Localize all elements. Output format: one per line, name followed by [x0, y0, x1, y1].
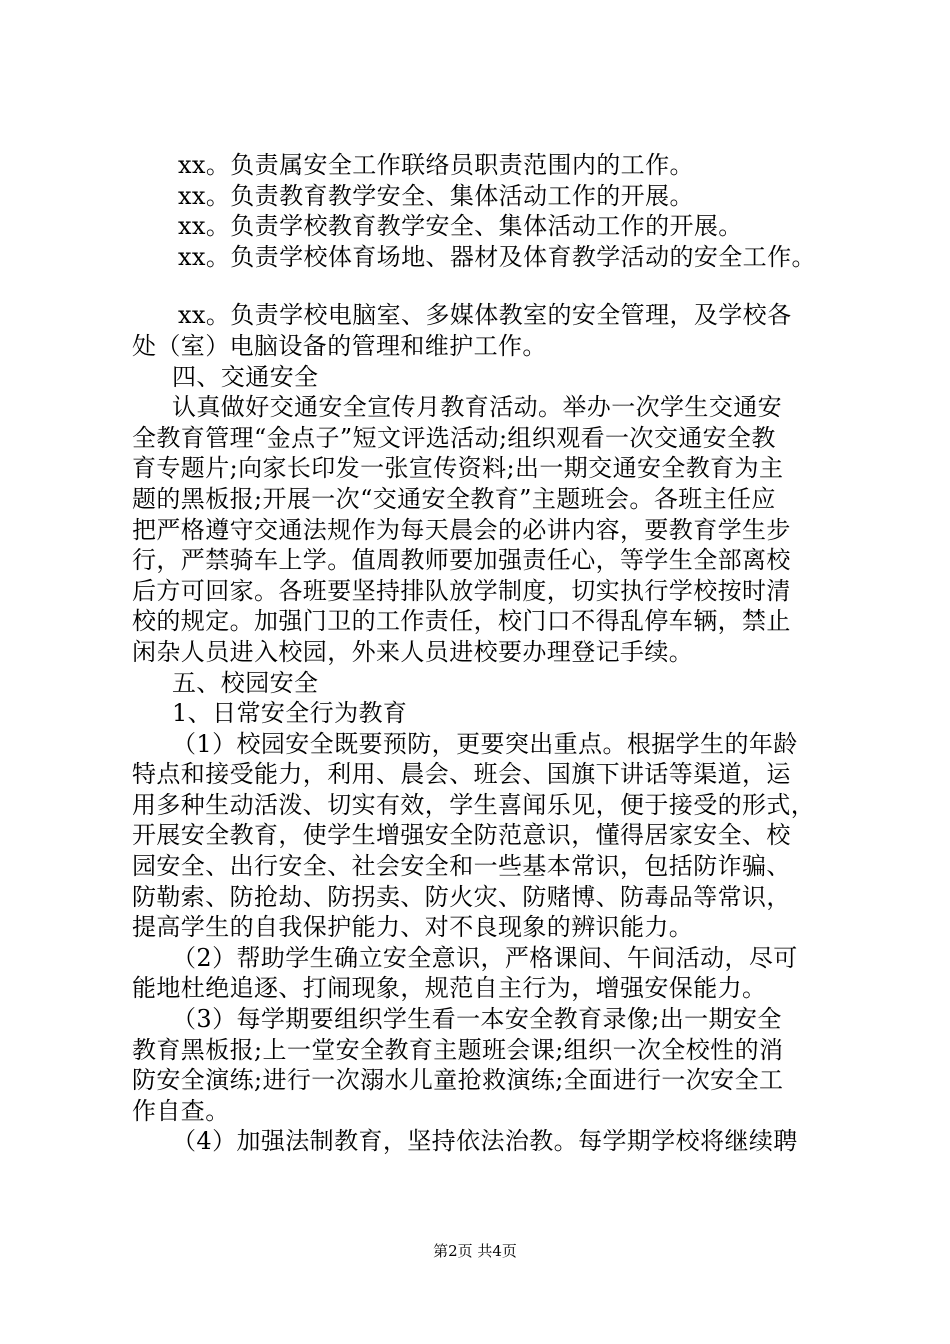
- paragraph-line: （1）校园安全既要预防，更要突出重点。根据学生的年龄: [172, 729, 798, 758]
- section-heading: 四、交通安全: [172, 362, 319, 391]
- section-heading: 五、校园安全: [172, 668, 319, 697]
- subsection-heading: 1、日常安全行为教育: [172, 699, 408, 728]
- paragraph-line: 防勒索、防抢劫、防拐卖、防火灾、防赌博、防毒品等常识，: [132, 882, 791, 911]
- paragraph-line: （3）每学期要组织学生看一本安全教育录像;出一期安全: [172, 1005, 782, 1034]
- paragraph-line: 特点和接受能力，利用、晨会、班会、国旗下讲话等渠道，运: [132, 760, 791, 789]
- paragraph-line: 提高学生的自我保护能力、对不良现象的辨识能力。: [132, 913, 694, 942]
- paragraph-line: 校的规定。加强门卫的工作责任，校门口不得乱停车辆，禁止: [132, 607, 791, 636]
- paragraph-line: 防安全演练;进行一次溺水儿童抢救演练;全面进行一次安全工: [132, 1066, 784, 1095]
- paragraph-line: 开展安全教育，使学生增强安全防范意识，懂得居家安全、校: [132, 821, 791, 850]
- paragraph-line: 行，严禁骑车上学。值周教师要加强责任心，等学生全部离校: [132, 546, 791, 575]
- duty-line: xx。负责学校教育教学安全、集体活动工作的开展。: [178, 212, 743, 241]
- paragraph-line: 用多种生动活泼、切实有效，学生喜闻乐见，便于接受的形式，: [132, 790, 816, 819]
- paragraph-line: （4）加强法制教育，坚持依法治教。每学期学校将继续聘: [172, 1127, 798, 1156]
- paragraph-line: 闲杂人员进入校园，外来人员进校要办理登记手续。: [132, 637, 694, 666]
- spacer: [132, 272, 832, 300]
- paragraph-line: 后方可回家。各班要坚持排队放学制度，切实执行学校按时清: [132, 576, 791, 605]
- page-footer: 第2页 共4页: [433, 1242, 517, 1260]
- paragraph-line: 教育黑板报;上一堂安全教育主题班会课;组织一次全校性的消: [132, 1035, 784, 1064]
- paragraph-line: （2）帮助学生确立安全意识，严格课间、午间活动，尽可: [172, 943, 798, 972]
- document-body: [132, 150, 832, 1157]
- paragraph-line: 能地杜绝追逐、打闹现象，规范自主行为，增强安保能力。: [132, 974, 767, 1003]
- duty-line: xx。负责学校电脑室、多媒体教室的安全管理，及学校各: [178, 301, 792, 330]
- duty-line: xx。负责属安全工作联络员职责范围内的工作。: [178, 151, 694, 179]
- duty-line: xx。负责教育教学安全、集体活动工作的开展。: [178, 181, 694, 210]
- paragraph-line: 把严格遵守交通法规作为每天晨会的必讲内容，要教育学生步: [132, 515, 791, 544]
- duty-line: 处（室）电脑设备的管理和维护工作。: [132, 331, 547, 360]
- paragraph-line: 园安全、出行安全、社会安全和一些基本常识，包括防诈骗、: [132, 852, 791, 881]
- duty-line: xx。负责学校体育场地、器材及体育教学活动的安全工作。: [178, 242, 816, 271]
- paragraph-line: 全教育管理“金点子”短文评选活动;组织观看一次交通安全教: [132, 423, 776, 452]
- paragraph-line: 育专题片;向家长印发一张宣传资料;出一期交通安全教育为主: [132, 454, 784, 483]
- paragraph-line: 作自查。: [132, 1096, 230, 1125]
- paragraph-line: 题的黑板报;开展一次“交通安全教育”主题班会。各班主任应: [132, 484, 776, 513]
- paragraph-line: 认真做好交通安全宣传月教育活动。举办一次学生交通安: [172, 393, 782, 422]
